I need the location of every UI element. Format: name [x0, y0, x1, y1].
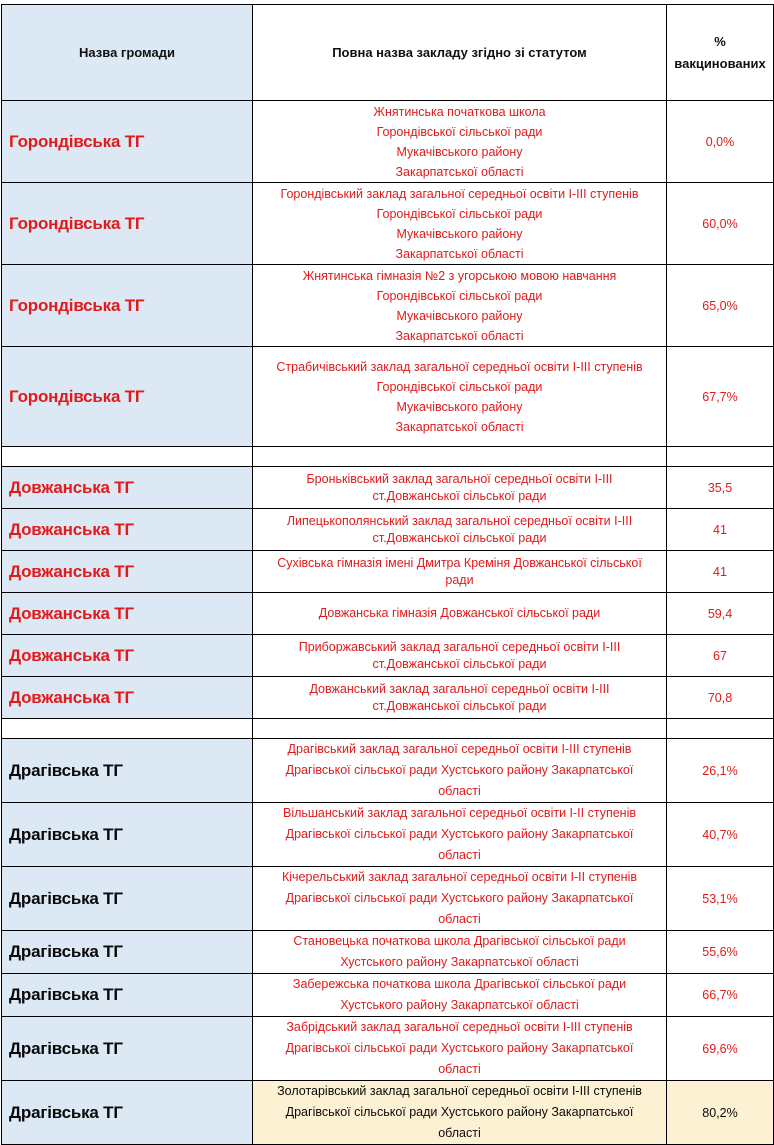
- spacer-cell: [667, 719, 774, 739]
- spacer-cell: [253, 719, 667, 739]
- table-row: [2, 265, 774, 347]
- community-cell: Драгівська ТГ: [2, 931, 253, 974]
- school-name-line: Горондівської сільської ради: [376, 124, 543, 139]
- community-cell: Драгівська ТГ: [2, 867, 253, 931]
- header-vaccinated-label: вакцинованих: [674, 55, 766, 71]
- header-vaccinated-percent: [667, 5, 774, 101]
- school-name-line: ради: [445, 572, 474, 587]
- vaccinated-percent-cell: 60,0%: [667, 183, 774, 265]
- vaccinated-percent-cell: 53,1%: [667, 867, 774, 931]
- school-name-cell: [253, 1017, 667, 1081]
- school-name-cell: [253, 101, 667, 183]
- table-row: [2, 931, 774, 974]
- spacer-cell: [2, 719, 253, 739]
- school-name-line: Забрідський заклад загальної середньої освіти І-ІІІ ступенів: [286, 1020, 633, 1034]
- school-name-cell: [253, 931, 667, 974]
- community-cell: Довжанська ТГ: [2, 551, 253, 593]
- table-row: [2, 677, 774, 719]
- table-row: [2, 347, 774, 447]
- spacer-row: [2, 447, 774, 467]
- community-cell: Горондівська ТГ: [2, 183, 253, 265]
- vaccinated-percent-cell: 67: [667, 635, 774, 677]
- school-name-line: ст.Довжанської сільської ради: [372, 488, 547, 503]
- school-name-line: Вільшанський заклад загальної середньої освіти І-ІІ ступенів: [282, 806, 636, 820]
- table-row: [2, 593, 774, 635]
- school-name-line: ст.Довжанської сільської ради: [372, 530, 547, 545]
- school-name-cell: [253, 803, 667, 867]
- vaccinated-percent-cell: 65,0%: [667, 265, 774, 347]
- community-cell: Довжанська ТГ: [2, 635, 253, 677]
- school-name-line: області: [438, 1126, 481, 1140]
- community-cell: Драгівська ТГ: [2, 739, 253, 803]
- vaccinated-percent-cell: 59,4: [667, 593, 774, 635]
- school-name-line: Закарпатської області: [395, 328, 524, 343]
- school-name-line: області: [438, 912, 481, 926]
- school-name-line: Драгівський заклад загальної середньої освіти І-ІІІ ступенів: [287, 742, 632, 756]
- school-name-line: Горондівської сільської ради: [376, 206, 543, 221]
- school-name-line: Мукачівського району: [396, 144, 523, 159]
- table-row: [2, 1017, 774, 1081]
- community-cell: Довжанська ТГ: [2, 593, 253, 635]
- school-name-line: Закарпатської області: [395, 419, 524, 434]
- community-cell: Драгівська ТГ: [2, 1081, 253, 1145]
- school-name-cell: [253, 1081, 667, 1145]
- school-name-cell: [253, 974, 667, 1017]
- school-name-cell: [253, 593, 667, 635]
- table-row: [2, 803, 774, 867]
- school-name-line: ст.Довжанської сільської ради: [372, 656, 547, 671]
- spacer-cell: [667, 447, 774, 467]
- school-name-line: Драгівської сільської ради Хустського району Закарпатської: [285, 1105, 634, 1119]
- school-name-line: Кічерельський заклад загальної середньої освіти І-ІІ ступенів: [281, 870, 638, 884]
- school-name-line: області: [438, 1062, 481, 1076]
- school-name-cell: [253, 467, 667, 509]
- header-school-name: Повна назва закладу згідно зі статутом: [253, 5, 667, 101]
- school-name-line: Липецькополянський заклад загальної середньої освіти І-ІІІ: [286, 513, 633, 528]
- school-name-line: Мукачівського району: [396, 308, 523, 323]
- school-name-line: Страбичівський заклад загальної середньої освіти І-ІІІ ступенів: [276, 359, 643, 374]
- community-cell: Горондівська ТГ: [2, 265, 253, 347]
- school-name-line: Драгівської сільської ради Хустського району Закарпатської: [285, 891, 634, 905]
- school-name-cell: [253, 509, 667, 551]
- school-name-cell: [253, 739, 667, 803]
- school-name-line: Мукачівського району: [396, 226, 523, 241]
- vaccinated-percent-cell: 26,1%: [667, 739, 774, 803]
- vaccinated-percent-cell: 35,5: [667, 467, 774, 509]
- table-row: [2, 183, 774, 265]
- vaccinated-percent-cell: 55,6%: [667, 931, 774, 974]
- community-cell: Драгівська ТГ: [2, 1017, 253, 1081]
- school-name-line: Приборжавський заклад загальної середньої освіти І-ІІІ: [298, 639, 621, 654]
- community-cell: Довжанська ТГ: [2, 677, 253, 719]
- table-row: [2, 974, 774, 1017]
- school-name-line: Забережська початкова школа Драгівської сільської ради: [292, 977, 627, 991]
- community-cell: Драгівська ТГ: [2, 803, 253, 867]
- school-name-line: Драгівської сільської ради Хустського району Закарпатської: [285, 1041, 634, 1055]
- school-name-line: області: [438, 848, 481, 862]
- spacer-cell: [253, 447, 667, 467]
- table-row: [2, 739, 774, 803]
- header-row: [2, 5, 774, 101]
- table-row: [2, 867, 774, 931]
- school-name-line: Довжанський заклад загальної середньої освіти І-ІІІ: [309, 681, 610, 696]
- table-row: [2, 1081, 774, 1145]
- school-name-line: Становецька початкова школа Драгівської сільської ради: [293, 934, 626, 948]
- school-name-line: Хустського району Закарпатської області: [340, 955, 579, 969]
- spacer-row: [2, 719, 774, 739]
- school-name-line: Довжанська гімназія Довжанської сільської ради: [318, 606, 601, 620]
- school-name-line: Драгівської сільської ради Хустського району Закарпатської: [285, 763, 634, 777]
- vaccinated-percent-cell: 66,7%: [667, 974, 774, 1017]
- school-name-line: Мукачівського району: [396, 399, 523, 414]
- school-name-cell: [253, 551, 667, 593]
- school-name-cell: [253, 635, 667, 677]
- school-name-cell: [253, 183, 667, 265]
- vaccinated-percent-cell: 41: [667, 509, 774, 551]
- school-name-line: ст.Довжанської сільської ради: [372, 698, 547, 713]
- vaccinated-percent-cell: 80,2%: [667, 1081, 774, 1145]
- header-percent-sign: %: [714, 33, 726, 49]
- vaccinated-percent-cell: 67,7%: [667, 347, 774, 447]
- school-name-line: Жнятинська початкова школа: [373, 104, 546, 119]
- school-name-line: Хустського району Закарпатської області: [340, 998, 579, 1012]
- vaccination-table: [1, 4, 774, 1145]
- community-cell: Довжанська ТГ: [2, 509, 253, 551]
- school-name-line: Горондівської сільської ради: [376, 288, 543, 303]
- school-name-line: Горондівський заклад загальної середньої освіти І-ІІІ ступенів: [280, 186, 639, 201]
- school-name-line: Закарпатської області: [395, 246, 524, 261]
- community-cell: Довжанська ТГ: [2, 467, 253, 509]
- school-name-line: Драгівської сільської ради Хустського району Закарпатської: [285, 827, 634, 841]
- school-name-cell: [253, 677, 667, 719]
- school-name-cell: [253, 265, 667, 347]
- vaccinated-percent-cell: 70,8: [667, 677, 774, 719]
- community-cell: Драгівська ТГ: [2, 974, 253, 1017]
- school-name-line: Броньківський заклад загальної середньої освіти І-ІІІ: [306, 471, 613, 486]
- table-row: [2, 467, 774, 509]
- header-community: Назва громади: [2, 5, 253, 101]
- school-name-line: Золотарівський заклад загальної середньої освіти І-ІІІ ступенів: [277, 1084, 642, 1098]
- vaccinated-percent-cell: 69,6%: [667, 1017, 774, 1081]
- school-name-line: Закарпатської області: [395, 164, 524, 179]
- community-cell: Горондівська ТГ: [2, 347, 253, 447]
- table-row: [2, 635, 774, 677]
- table-row: [2, 551, 774, 593]
- school-name-line: Жнятинська гімназія №2 з угорською мовою навчання: [302, 268, 617, 283]
- school-name-cell: [253, 347, 667, 447]
- vaccinated-percent-cell: 41: [667, 551, 774, 593]
- community-cell: Горондівська ТГ: [2, 101, 253, 183]
- school-name-line: Сухівська гімназія імені Дмитра Креміня Довжанської сільської: [277, 555, 642, 570]
- school-name-line: Горондівської сільської ради: [376, 379, 543, 394]
- school-name-cell: [253, 867, 667, 931]
- school-name-line: області: [438, 784, 481, 798]
- table-row: [2, 509, 774, 551]
- table-row: [2, 101, 774, 183]
- vaccinated-percent-cell: 40,7%: [667, 803, 774, 867]
- spacer-cell: [2, 447, 253, 467]
- vaccinated-percent-cell: 0,0%: [667, 101, 774, 183]
